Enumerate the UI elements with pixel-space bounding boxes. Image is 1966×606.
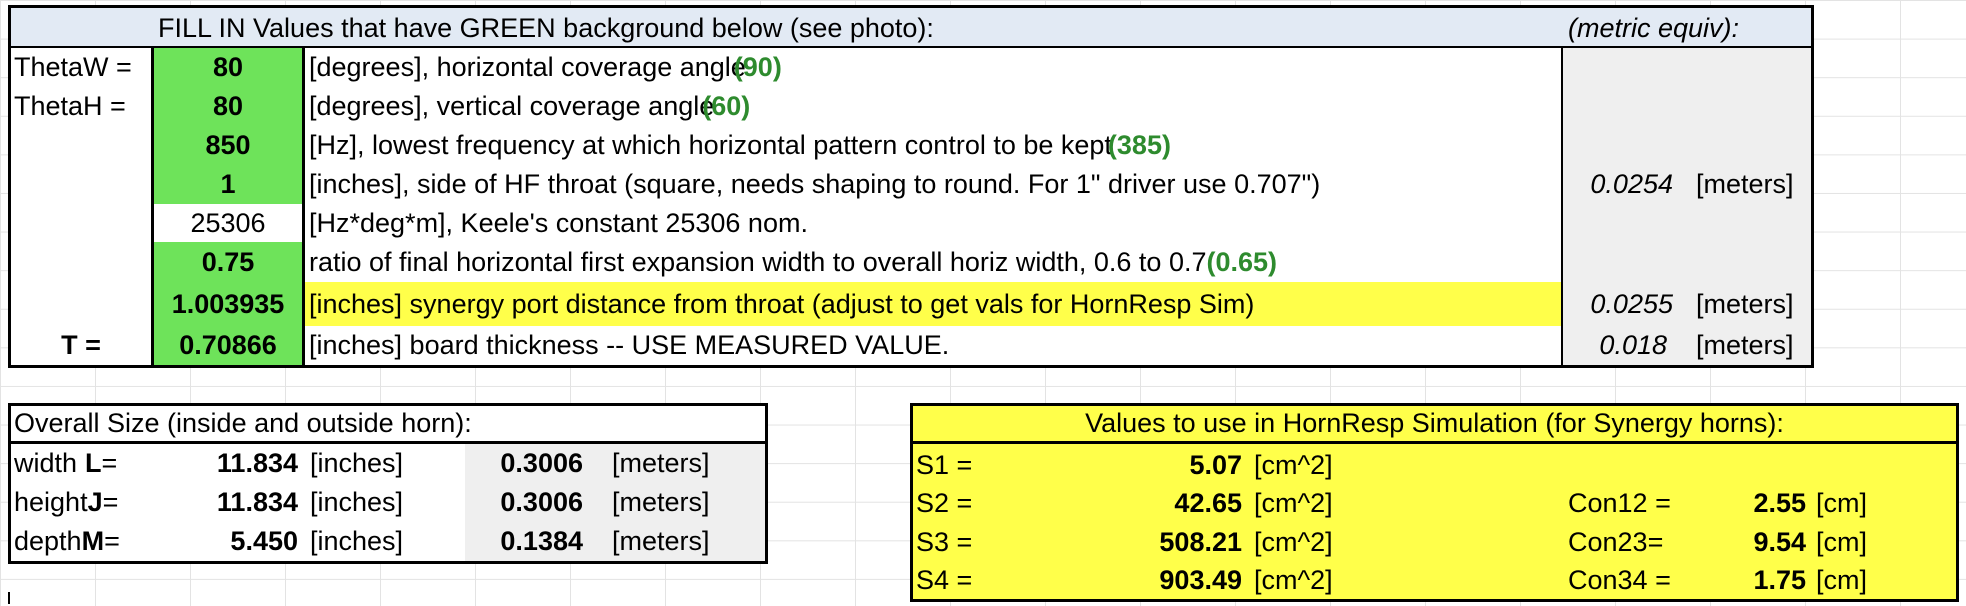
depth-eq: = [104,526,120,556]
s2-value: 42.65 [1174,487,1242,518]
height-var: J [87,487,103,517]
con34-label: Con34 = [1568,564,1671,595]
thetaw-note: (90) [733,52,782,82]
s1-label: S1 = [916,449,973,480]
s1-value: 5.07 [1189,449,1242,480]
throat-side-input[interactable]: 1 [220,169,236,199]
expansion-ratio-desc-text: ratio of final horizontal first expansion width to overall horiz width, 0.6 to 0.7 [309,246,1207,277]
con23-value: 9.54 [1753,526,1806,557]
height-metric-unit: [meters] [612,487,710,517]
width-metric: 0.3006 [500,448,583,478]
depth-label-text: depth [14,526,82,556]
thetah-label: ThetaH = [14,91,126,121]
low-freq-note: (385) [1107,130,1171,160]
thetaw-desc-text: [degrees], horizontal coverage angle [309,52,746,82]
depth-metric: 0.1384 [500,526,583,556]
fill-in-header: FILL IN Values that have GREEN background below (see photo): [158,12,934,43]
height-value: 11.834 [216,487,298,517]
keele-constant-description: [Hz*deg*m], Keele's constant 25306 nom. [309,207,808,238]
s4-label: S4 = [916,564,973,595]
width-label-text: width [14,448,78,478]
con23-unit: [cm] [1816,526,1867,557]
thetah-input[interactable]: 80 [212,91,244,121]
con12-value: 2.55 [1753,487,1806,518]
low-freq-description [309,126,1171,165]
thickness-description: [inches] board thickness -- USE MEASURED VALUE. [309,330,950,360]
height-label-text: height [14,487,88,517]
expansion-ratio-input[interactable]: 0.75 [201,246,255,277]
low-freq-desc-text: [Hz], lowest frequency at which horizontal pattern control to be kept [309,130,1112,160]
s3-value: 508.21 [1159,526,1242,557]
depth-metric-unit: [meters] [612,526,710,556]
hornresp-title-divider [913,441,1956,444]
height-label [14,483,118,522]
cell-cursor-mark [8,592,10,604]
depth-unit: [inches] [310,526,404,556]
depth-var: M [81,526,105,556]
thetah-description [309,87,750,126]
synergy-port-input[interactable]: 1.003935 [171,288,285,319]
thickness-label: T = [61,330,101,360]
low-freq-input[interactable]: 850 [205,130,251,160]
thetaw-description [309,48,782,87]
keele-constant-value[interactable]: 25306 [190,207,266,238]
con34-value: 1.75 [1753,564,1806,595]
width-var: L [85,448,102,478]
hornresp-title: Values to use in HornResp Simulation (for Synergy horns): [1085,408,1784,438]
con12-unit: [cm] [1816,487,1867,518]
height-metric: 0.3006 [500,487,583,517]
width-unit: [inches] [310,448,404,478]
expansion-ratio-note: (0.65) [1206,246,1278,277]
synergy-port-metric: 0.0255 [1590,288,1673,319]
s2-label: S2 = [916,487,973,518]
s3-unit: [cm^2] [1254,526,1333,557]
height-eq: = [102,487,119,517]
width-eq: = [101,448,118,478]
thetaw-input[interactable]: 80 [212,52,244,82]
throat-side-description: [inches], side of HF throat (square, needs shaping to round. For 1" driver use 0.707") [309,169,1321,199]
s4-value: 903.49 [1159,564,1242,595]
thetah-note: (60) [702,91,751,121]
thickness-input[interactable]: 0.70866 [179,330,277,360]
con23-label: Con23= [1568,526,1664,557]
s1-unit: [cm^2] [1254,449,1333,480]
s2-unit: [cm^2] [1254,487,1333,518]
thetaw-label: ThetaW = [14,52,132,82]
synergy-port-description: [inches] synergy port distance from throat (adjust to get vals for HornResp Sim) [309,288,1255,319]
depth-label [14,522,120,561]
width-label [14,444,117,483]
s3-label: S3 = [916,526,973,557]
overall-size-title: Overall Size (inside and outside horn): [14,408,472,438]
height-unit: [inches] [310,487,404,517]
s4-unit: [cm^2] [1254,564,1333,595]
con12-label: Con12 = [1568,487,1671,518]
synergy-port-metric-unit: [meters] [1696,288,1794,319]
throat-side-metric-unit: [meters] [1696,169,1794,199]
metric-equiv-header: (metric equiv): [1568,12,1740,43]
width-value: 11.834 [216,448,298,478]
expansion-ratio-description [309,242,1277,282]
throat-side-metric: 0.0254 [1590,169,1673,199]
width-metric-unit: [meters] [612,448,710,478]
thetah-desc-text: [degrees], vertical coverage angle [309,91,715,121]
thickness-metric: 0.018 [1599,330,1667,360]
thickness-metric-unit: [meters] [1696,330,1794,360]
con34-unit: [cm] [1816,564,1867,595]
depth-value: 5.450 [230,526,298,556]
